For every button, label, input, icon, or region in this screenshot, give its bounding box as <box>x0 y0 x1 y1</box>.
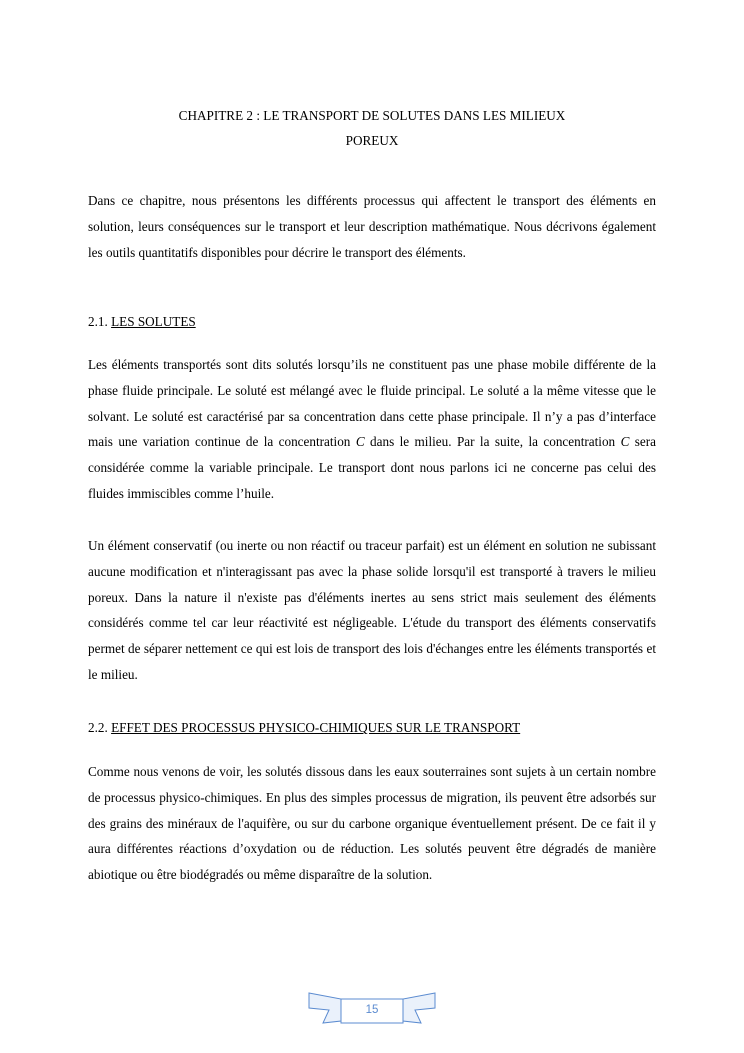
section-2-1-number: 2.1. <box>88 314 108 329</box>
solutes-paragraph-2: Un élément conservatif (ou inerte ou non réactif ou traceur parfait) est un élément en solution ne subissant aucune modification et n'interagissant pas avec la phase solide lorsqu'il est transporté à travers le milieu poreux. Dans la nature il n'existe pas d'éléments inertes au sens strict mais seulement des éléments considérés comme tel car leur réactivité est négligeable. L'étude du transport des éléments conservatifs permet de séparer nettement ce qui est lois de transport des lois d'échanges entre les éléments transportés et le milieu. <box>88 538 656 682</box>
section-2-1-title: LES SOLUTES <box>111 314 196 329</box>
solutes-paragraph-1 <box>88 352 656 507</box>
section-2-2-number: 2.2. <box>88 720 108 735</box>
intro-paragraph: Dans ce chapitre, nous présentons les différents processus qui affectent le transport des éléments en solution, leurs conséquences sur le transport et leur description mathématique. Nous décrivons également les outils quantitatifs disponibles pour décrire le transport des éléments. <box>88 193 656 260</box>
chapter-title-line1: CHAPITRE 2 : LE TRANSPORT DE SOLUTES DANS LES MILIEUX <box>178 108 566 123</box>
concentration-variable: C <box>355 434 365 450</box>
processes-paragraph: Comme nous venons de voir, les solutés dissous dans les eaux souterraines sont sujets à un certain nombre de processus physico-chimiques. En plus des simples processus de migration, ils peuvent être adsorbés sur des grains des minéraux de l'aquifère, ou sur du carbone organique éventuellement présent. De ce fait il y aura différentes réactions d’oxydation ou de réduction. Les solutés peuvent être dégradés de manière abiotique ou être biodégradés ou même disparaître de la solution. <box>88 764 656 883</box>
section-2-1-heading <box>88 312 196 332</box>
concentration-variable: C <box>620 434 630 450</box>
section-2-2-title: EFFET DES PROCESSUS PHYSICO-CHIMIQUES SUR LE TRANSPORT <box>111 720 521 735</box>
section-2-2-heading <box>88 718 520 738</box>
solutes-text-a: Les éléments transportés sont dits solutés lorsqu’ils ne constituent pas une phase mobile différente de la phase fluide principale. Le soluté est mélangé avec le fluide principal. Le soluté a la même vitesse que le solvant. Le soluté est caractérisé par sa concentration dans cette phase principale. Il n’y a pas d’interface mais une variation continue de la concentration <box>88 357 656 450</box>
chapter-title-line2: POREUX <box>345 133 399 148</box>
solutes-text-c: sera considérée comme la variable principale. Le transport dont nous parlons ici ne concerne pas celui des fluides immiscibles comme l’huile. <box>88 434 657 501</box>
page-number: 15 <box>365 1004 379 1016</box>
solutes-text-b: dans le milieu. Par la suite, la concentration <box>364 434 621 450</box>
